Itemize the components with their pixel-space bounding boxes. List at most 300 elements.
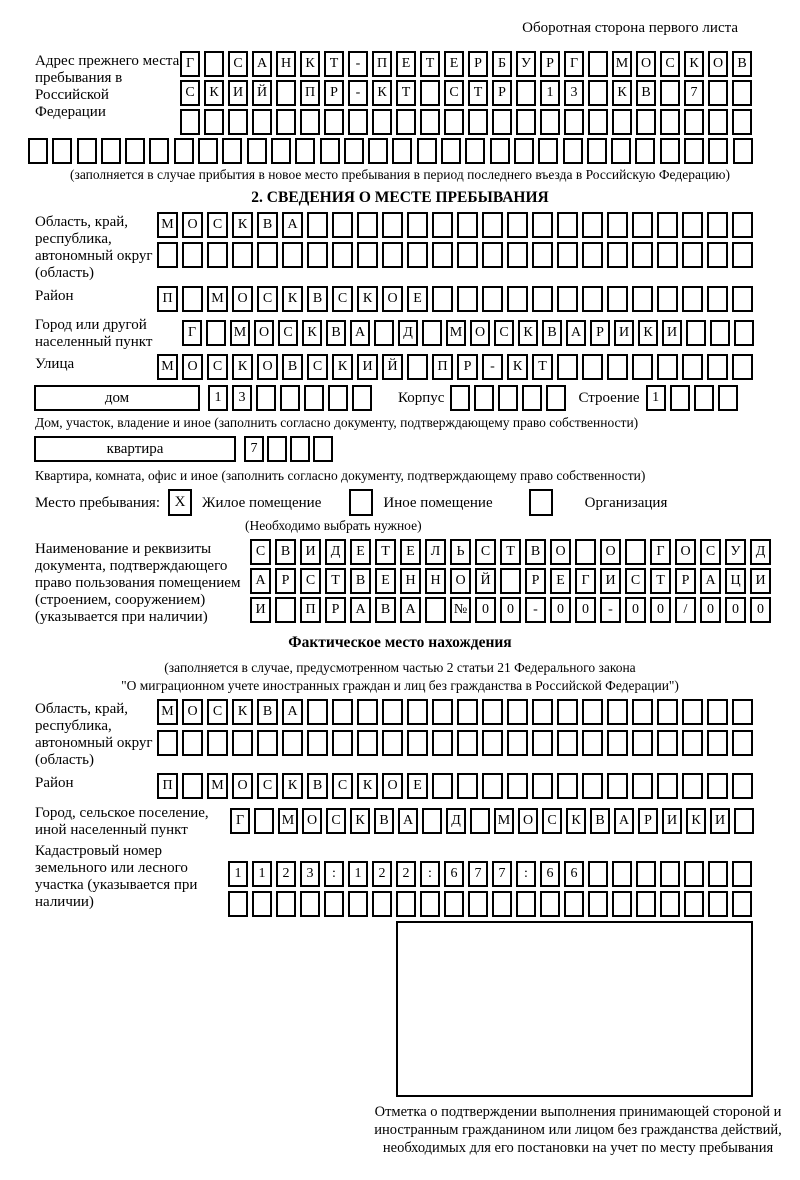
char-cell[interactable]: [280, 385, 300, 411]
char-cell[interactable]: С: [494, 320, 514, 346]
char-cell[interactable]: Л: [425, 539, 446, 565]
char-cell[interactable]: Т: [532, 354, 553, 380]
char-cell[interactable]: [28, 138, 48, 164]
char-cell[interactable]: Ц: [725, 568, 746, 594]
char-cell[interactable]: [557, 699, 578, 725]
char-cell[interactable]: [252, 109, 272, 135]
char-cell[interactable]: [582, 212, 603, 238]
char-cell[interactable]: [498, 385, 518, 411]
char-cell[interactable]: М: [157, 699, 178, 725]
char-cell[interactable]: 7: [684, 80, 704, 106]
char-cell[interactable]: С: [444, 80, 464, 106]
char-cell[interactable]: 0: [750, 597, 771, 623]
char-cell[interactable]: [482, 286, 503, 312]
char-cell[interactable]: П: [300, 597, 321, 623]
char-cell[interactable]: С: [278, 320, 298, 346]
char-cell[interactable]: [204, 51, 224, 77]
char-cell[interactable]: К: [350, 808, 370, 834]
char-cell[interactable]: [708, 891, 728, 917]
char-cell[interactable]: [357, 730, 378, 756]
char-cell[interactable]: 0: [650, 597, 671, 623]
char-cell[interactable]: 3: [232, 385, 252, 411]
char-cell[interactable]: М: [157, 354, 178, 380]
char-cell[interactable]: [252, 891, 272, 917]
char-cell[interactable]: О: [470, 320, 490, 346]
char-cell[interactable]: К: [507, 354, 528, 380]
char-cell[interactable]: [374, 320, 394, 346]
char-cell[interactable]: В: [375, 597, 396, 623]
char-cell[interactable]: [657, 354, 678, 380]
char-cell[interactable]: Г: [575, 568, 596, 594]
char-cell[interactable]: Р: [324, 80, 344, 106]
char-cell[interactable]: [546, 385, 566, 411]
char-cell[interactable]: [324, 891, 344, 917]
char-cell[interactable]: -: [482, 354, 503, 380]
char-cell[interactable]: -: [348, 51, 368, 77]
char-cell[interactable]: 1: [228, 861, 248, 887]
char-cell[interactable]: И: [228, 80, 248, 106]
char-cell[interactable]: [682, 212, 703, 238]
char-cell[interactable]: [500, 568, 521, 594]
char-cell[interactable]: [198, 138, 218, 164]
char-cell[interactable]: 7: [468, 861, 488, 887]
char-cell[interactable]: 1: [646, 385, 666, 411]
char-cell[interactable]: [612, 891, 632, 917]
char-cell[interactable]: О: [518, 808, 538, 834]
char-cell[interactable]: [372, 109, 392, 135]
char-cell[interactable]: О: [232, 773, 253, 799]
char-cell[interactable]: [582, 242, 603, 268]
char-cell[interactable]: [182, 773, 203, 799]
char-cell[interactable]: И: [662, 808, 682, 834]
char-cell[interactable]: К: [518, 320, 538, 346]
char-cell[interactable]: [607, 773, 628, 799]
char-cell[interactable]: [324, 109, 344, 135]
char-cell[interactable]: С: [228, 51, 248, 77]
char-cell[interactable]: [222, 138, 242, 164]
char-cell[interactable]: О: [302, 808, 322, 834]
char-cell[interactable]: [450, 385, 470, 411]
char-cell[interactable]: А: [400, 597, 421, 623]
char-cell[interactable]: М: [494, 808, 514, 834]
char-cell[interactable]: С: [700, 539, 721, 565]
char-cell[interactable]: [612, 109, 632, 135]
char-cell[interactable]: М: [446, 320, 466, 346]
char-cell[interactable]: [710, 320, 730, 346]
char-cell[interactable]: [682, 286, 703, 312]
char-cell[interactable]: [457, 699, 478, 725]
char-cell[interactable]: [684, 138, 704, 164]
char-cell[interactable]: [332, 242, 353, 268]
char-cell[interactable]: А: [350, 320, 370, 346]
char-cell[interactable]: С: [332, 773, 353, 799]
char-cell[interactable]: [718, 385, 738, 411]
char-cell[interactable]: Т: [324, 51, 344, 77]
char-cell[interactable]: [492, 109, 512, 135]
char-cell[interactable]: [632, 354, 653, 380]
char-cell[interactable]: С: [307, 354, 328, 380]
char-cell[interactable]: [407, 699, 428, 725]
char-cell[interactable]: [734, 808, 754, 834]
char-cell[interactable]: [507, 242, 528, 268]
char-cell[interactable]: [632, 242, 653, 268]
char-cell[interactable]: [660, 861, 680, 887]
char-cell[interactable]: [101, 138, 121, 164]
char-cell[interactable]: В: [542, 320, 562, 346]
char-cell[interactable]: [557, 354, 578, 380]
char-cell[interactable]: [694, 385, 714, 411]
char-cell[interactable]: [77, 138, 97, 164]
char-cell[interactable]: О: [550, 539, 571, 565]
char-cell[interactable]: И: [250, 597, 271, 623]
char-cell[interactable]: [588, 891, 608, 917]
char-cell[interactable]: Б: [492, 51, 512, 77]
char-cell[interactable]: [732, 773, 753, 799]
char-cell[interactable]: [532, 242, 553, 268]
char-cell[interactable]: П: [372, 51, 392, 77]
char-cell[interactable]: [295, 138, 315, 164]
char-cell[interactable]: [420, 80, 440, 106]
char-cell[interactable]: 3: [564, 80, 584, 106]
char-cell[interactable]: [182, 286, 203, 312]
char-cell[interactable]: [564, 891, 584, 917]
char-cell[interactable]: [660, 109, 680, 135]
char-cell[interactable]: М: [157, 212, 178, 238]
char-cell[interactable]: [507, 773, 528, 799]
char-cell[interactable]: О: [708, 51, 728, 77]
char-cell[interactable]: В: [326, 320, 346, 346]
char-cell[interactable]: [420, 109, 440, 135]
char-cell[interactable]: [588, 80, 608, 106]
char-cell[interactable]: [686, 320, 706, 346]
char-cell[interactable]: [732, 891, 752, 917]
char-cell[interactable]: В: [636, 80, 656, 106]
char-cell[interactable]: [522, 385, 542, 411]
char-cell[interactable]: С: [475, 539, 496, 565]
char-cell[interactable]: -: [348, 80, 368, 106]
char-cell[interactable]: [482, 730, 503, 756]
char-cell[interactable]: [514, 138, 534, 164]
char-cell[interactable]: И: [710, 808, 730, 834]
char-cell[interactable]: [432, 699, 453, 725]
char-cell[interactable]: В: [307, 286, 328, 312]
char-cell[interactable]: [257, 242, 278, 268]
char-cell[interactable]: [657, 699, 678, 725]
char-cell[interactable]: [707, 773, 728, 799]
char-cell[interactable]: 0: [500, 597, 521, 623]
char-cell[interactable]: [149, 138, 169, 164]
char-cell[interactable]: [732, 861, 752, 887]
char-cell[interactable]: К: [357, 286, 378, 312]
char-cell[interactable]: [582, 699, 603, 725]
char-cell[interactable]: В: [525, 539, 546, 565]
char-cell[interactable]: [540, 109, 560, 135]
char-cell[interactable]: 0: [475, 597, 496, 623]
char-cell[interactable]: [52, 138, 72, 164]
char-cell[interactable]: [313, 436, 333, 462]
char-cell[interactable]: [382, 242, 403, 268]
char-cell[interactable]: Р: [275, 568, 296, 594]
char-cell[interactable]: [474, 385, 494, 411]
char-cell[interactable]: О: [182, 354, 203, 380]
char-cell[interactable]: [684, 109, 704, 135]
char-cell[interactable]: [407, 242, 428, 268]
char-cell[interactable]: [732, 730, 753, 756]
char-cell[interactable]: [352, 385, 372, 411]
char-cell[interactable]: [307, 699, 328, 725]
char-cell[interactable]: [382, 212, 403, 238]
char-cell[interactable]: [307, 212, 328, 238]
char-cell[interactable]: С: [250, 539, 271, 565]
char-cell[interactable]: О: [636, 51, 656, 77]
char-cell[interactable]: М: [207, 286, 228, 312]
char-cell[interactable]: -: [600, 597, 621, 623]
char-cell[interactable]: [657, 242, 678, 268]
char-cell[interactable]: [607, 730, 628, 756]
char-cell[interactable]: [357, 242, 378, 268]
char-cell[interactable]: К: [282, 286, 303, 312]
char-cell[interactable]: [256, 385, 276, 411]
char-cell[interactable]: [432, 242, 453, 268]
char-cell[interactable]: К: [372, 80, 392, 106]
char-cell[interactable]: [320, 138, 340, 164]
char-cell[interactable]: [232, 730, 253, 756]
char-cell[interactable]: В: [257, 212, 278, 238]
char-cell[interactable]: [707, 730, 728, 756]
char-cell[interactable]: [125, 138, 145, 164]
char-cell[interactable]: [670, 385, 690, 411]
char-cell[interactable]: П: [432, 354, 453, 380]
char-cell[interactable]: Н: [276, 51, 296, 77]
char-cell[interactable]: К: [684, 51, 704, 77]
char-cell[interactable]: [575, 539, 596, 565]
char-cell[interactable]: А: [252, 51, 272, 77]
char-cell[interactable]: [204, 109, 224, 135]
char-cell[interactable]: Г: [182, 320, 202, 346]
char-cell[interactable]: [516, 80, 536, 106]
char-cell[interactable]: К: [566, 808, 586, 834]
char-cell[interactable]: [247, 138, 267, 164]
char-cell[interactable]: И: [357, 354, 378, 380]
char-cell[interactable]: Р: [540, 51, 560, 77]
char-cell[interactable]: [207, 242, 228, 268]
char-cell[interactable]: У: [516, 51, 536, 77]
char-cell[interactable]: [532, 212, 553, 238]
char-cell[interactable]: Й: [252, 80, 272, 106]
char-cell[interactable]: [332, 730, 353, 756]
char-cell[interactable]: Р: [325, 597, 346, 623]
char-cell[interactable]: [632, 286, 653, 312]
char-cell[interactable]: [732, 242, 753, 268]
char-cell[interactable]: [417, 138, 437, 164]
char-cell[interactable]: [708, 861, 728, 887]
char-cell[interactable]: К: [357, 773, 378, 799]
char-cell[interactable]: [482, 212, 503, 238]
char-cell[interactable]: С: [207, 699, 228, 725]
char-cell[interactable]: [422, 320, 442, 346]
char-cell[interactable]: Д: [446, 808, 466, 834]
char-cell[interactable]: [492, 891, 512, 917]
char-cell[interactable]: [282, 730, 303, 756]
char-cell[interactable]: М: [207, 773, 228, 799]
char-cell[interactable]: К: [232, 699, 253, 725]
char-cell[interactable]: О: [257, 354, 278, 380]
char-cell[interactable]: [182, 242, 203, 268]
char-cell[interactable]: [660, 891, 680, 917]
char-cell[interactable]: [532, 773, 553, 799]
char-cell[interactable]: 2: [276, 861, 296, 887]
char-cell[interactable]: Р: [638, 808, 658, 834]
char-cell[interactable]: О: [675, 539, 696, 565]
char-cell[interactable]: [516, 891, 536, 917]
char-cell[interactable]: 6: [444, 861, 464, 887]
char-cell[interactable]: [682, 730, 703, 756]
char-cell[interactable]: 6: [540, 861, 560, 887]
char-cell[interactable]: 1: [208, 385, 228, 411]
char-cell[interactable]: 1: [348, 861, 368, 887]
char-cell[interactable]: О: [382, 286, 403, 312]
char-cell[interactable]: [382, 730, 403, 756]
char-cell[interactable]: 1: [540, 80, 560, 106]
char-cell[interactable]: [396, 891, 416, 917]
char-cell[interactable]: Й: [475, 568, 496, 594]
char-cell[interactable]: К: [332, 354, 353, 380]
char-cell[interactable]: А: [250, 568, 271, 594]
char-cell[interactable]: [206, 320, 226, 346]
char-cell[interactable]: [267, 436, 287, 462]
char-cell[interactable]: [470, 808, 490, 834]
char-cell[interactable]: [432, 212, 453, 238]
char-cell[interactable]: [407, 730, 428, 756]
char-cell[interactable]: Р: [457, 354, 478, 380]
char-cell[interactable]: [468, 109, 488, 135]
char-cell[interactable]: [348, 891, 368, 917]
char-cell[interactable]: [357, 699, 378, 725]
char-cell[interactable]: [582, 354, 603, 380]
char-cell[interactable]: [732, 286, 753, 312]
char-cell[interactable]: С: [542, 808, 562, 834]
char-cell[interactable]: Г: [564, 51, 584, 77]
char-cell[interactable]: А: [614, 808, 634, 834]
char-cell[interactable]: [228, 109, 248, 135]
char-cell[interactable]: [157, 242, 178, 268]
char-cell[interactable]: [682, 699, 703, 725]
char-cell[interactable]: А: [566, 320, 586, 346]
char-cell[interactable]: [587, 138, 607, 164]
char-cell[interactable]: И: [300, 539, 321, 565]
char-cell[interactable]: :: [420, 861, 440, 887]
char-cell[interactable]: Е: [375, 568, 396, 594]
char-cell[interactable]: №: [450, 597, 471, 623]
char-cell[interactable]: Е: [444, 51, 464, 77]
char-cell[interactable]: [174, 138, 194, 164]
char-cell[interactable]: [708, 109, 728, 135]
char-cell[interactable]: [396, 109, 416, 135]
char-cell[interactable]: [432, 730, 453, 756]
char-cell[interactable]: [300, 891, 320, 917]
char-cell[interactable]: [732, 109, 752, 135]
char-cell[interactable]: С: [332, 286, 353, 312]
char-cell[interactable]: Р: [590, 320, 610, 346]
char-cell[interactable]: Г: [180, 51, 200, 77]
char-cell[interactable]: У: [725, 539, 746, 565]
char-cell[interactable]: С: [180, 80, 200, 106]
char-cell[interactable]: [635, 138, 655, 164]
char-cell[interactable]: 7: [244, 436, 264, 462]
char-cell[interactable]: С: [207, 212, 228, 238]
char-cell[interactable]: [432, 286, 453, 312]
char-cell[interactable]: О: [382, 773, 403, 799]
char-cell[interactable]: 0: [550, 597, 571, 623]
char-cell[interactable]: В: [307, 773, 328, 799]
char-cell[interactable]: [368, 138, 388, 164]
char-cell[interactable]: К: [302, 320, 322, 346]
char-cell[interactable]: [684, 891, 704, 917]
char-cell[interactable]: [444, 109, 464, 135]
char-cell[interactable]: С: [326, 808, 346, 834]
char-cell[interactable]: К: [232, 212, 253, 238]
char-cell[interactable]: К: [612, 80, 632, 106]
char-cell[interactable]: [611, 138, 631, 164]
char-cell[interactable]: [734, 320, 754, 346]
char-cell[interactable]: В: [282, 354, 303, 380]
char-cell[interactable]: В: [374, 808, 394, 834]
char-cell[interactable]: [441, 138, 461, 164]
char-cell[interactable]: 1: [252, 861, 272, 887]
char-cell[interactable]: К: [282, 773, 303, 799]
char-cell[interactable]: Т: [420, 51, 440, 77]
char-cell[interactable]: О: [232, 286, 253, 312]
char-cell[interactable]: :: [324, 861, 344, 887]
char-cell[interactable]: И: [662, 320, 682, 346]
char-cell[interactable]: 2: [372, 861, 392, 887]
char-cell[interactable]: Е: [396, 51, 416, 77]
char-cell[interactable]: 7: [492, 861, 512, 887]
char-cell[interactable]: [625, 539, 646, 565]
char-cell[interactable]: Д: [750, 539, 771, 565]
char-cell[interactable]: [708, 80, 728, 106]
char-cell[interactable]: В: [257, 699, 278, 725]
char-cell[interactable]: [207, 730, 228, 756]
char-cell[interactable]: [507, 286, 528, 312]
char-cell[interactable]: Р: [468, 51, 488, 77]
char-cell[interactable]: Р: [525, 568, 546, 594]
char-cell[interactable]: :: [516, 861, 536, 887]
char-cell[interactable]: [707, 212, 728, 238]
char-cell[interactable]: /: [675, 597, 696, 623]
char-cell[interactable]: [707, 286, 728, 312]
char-cell[interactable]: [457, 242, 478, 268]
char-cell[interactable]: В: [275, 539, 296, 565]
char-cell[interactable]: [538, 138, 558, 164]
char-cell[interactable]: [300, 109, 320, 135]
char-cell[interactable]: П: [300, 80, 320, 106]
char-cell[interactable]: С: [257, 286, 278, 312]
char-cell[interactable]: [457, 286, 478, 312]
char-cell[interactable]: М: [612, 51, 632, 77]
char-cell[interactable]: [290, 436, 310, 462]
char-cell[interactable]: [307, 242, 328, 268]
char-cell[interactable]: И: [600, 568, 621, 594]
char-cell[interactable]: [382, 699, 403, 725]
char-cell[interactable]: Н: [400, 568, 421, 594]
char-cell[interactable]: [348, 109, 368, 135]
char-cell[interactable]: [632, 212, 653, 238]
char-cell[interactable]: [607, 699, 628, 725]
char-cell[interactable]: -: [525, 597, 546, 623]
char-cell[interactable]: Т: [396, 80, 416, 106]
char-cell[interactable]: [657, 730, 678, 756]
